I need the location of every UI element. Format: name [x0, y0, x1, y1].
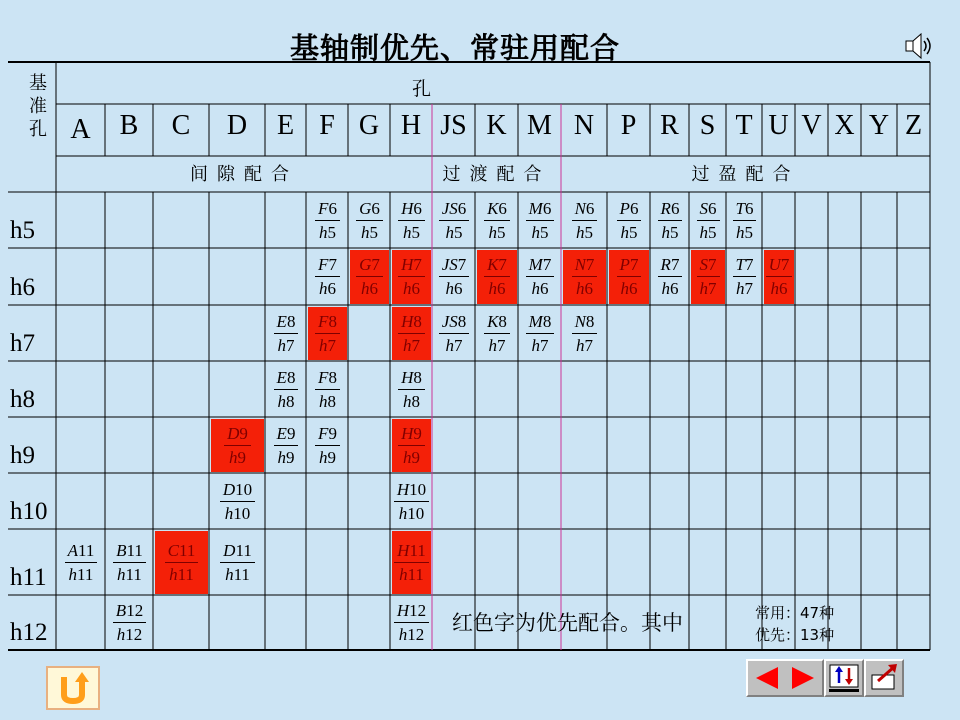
fit-fraction [439, 312, 470, 356]
fit-cell-p6-h5 [609, 194, 649, 247]
fit-hole-tolerance: G6 [356, 199, 383, 221]
fit-fraction [658, 199, 683, 243]
fit-fraction [439, 255, 470, 299]
fit-shaft-tolerance: h11 [169, 564, 194, 584]
fit-fraction [526, 312, 555, 356]
column-header: R [660, 110, 679, 141]
base-hole-label-text: 基 准 孔 [29, 73, 47, 140]
fit-shaft-tolerance: h7 [488, 335, 506, 355]
fit-shaft-tolerance: h9 [318, 447, 336, 467]
fit-fraction [394, 480, 429, 524]
row-label: h11 [10, 564, 47, 591]
fit-cell-js8-h7 [434, 307, 474, 360]
fit-cell-js6-h5 [434, 194, 474, 247]
column-header: M [527, 110, 552, 141]
fit-hole-tolerance: F7 [315, 255, 340, 277]
fit-shaft-tolerance: h6 [403, 279, 420, 298]
fit-fraction [315, 199, 340, 243]
fit-cell-k6-h5 [477, 194, 517, 247]
fit-shaft-tolerance: h5 [445, 222, 463, 242]
column-header: D [226, 110, 248, 141]
fit-fraction [394, 601, 429, 645]
fit-shaft-tolerance: h5 [361, 222, 378, 242]
column-header: G [358, 110, 380, 141]
page-nav-buttons [746, 659, 824, 697]
fit-cell-d9-h9 [211, 419, 264, 472]
fit-cell-b11-h11 [107, 531, 152, 594]
fit-cell-g6-h5 [350, 194, 389, 247]
fit-fraction [398, 255, 425, 299]
fit-hole-tolerance: T6 [733, 199, 757, 221]
next-arrow-icon[interactable] [792, 667, 814, 689]
fit-cell-t7-h7 [728, 250, 761, 304]
fit-fraction [658, 255, 683, 299]
fit-cell-m7-h6 [520, 250, 560, 304]
fit-hole-tolerance: D9 [224, 424, 251, 446]
fit-cell-f9-h9 [308, 419, 347, 472]
home-return-icon [48, 668, 98, 708]
fit-cell-h7-h6 [392, 250, 431, 304]
fit-hole-tolerance: H10 [394, 480, 429, 502]
fit-shaft-tolerance: h5 [576, 222, 593, 242]
row-label: h9 [10, 442, 35, 469]
fit-hole-tolerance: F8 [315, 312, 340, 334]
fit-shaft-tolerance: h7 [403, 335, 420, 355]
fit-hole-tolerance: E9 [274, 424, 299, 446]
fit-hole-tolerance: R7 [658, 255, 683, 277]
fit-hole-tolerance: H9 [398, 424, 425, 446]
fit-fraction [398, 368, 425, 412]
column-header: P [620, 110, 637, 141]
fit-fraction [572, 199, 598, 243]
fit-fraction [113, 541, 146, 585]
fit-hole-tolerance: S6 [697, 199, 720, 221]
row-label: h8 [10, 386, 35, 413]
fit-fraction [165, 541, 199, 585]
fit-shaft-tolerance: h5 [736, 222, 753, 242]
fit-shaft-tolerance: h9 [229, 447, 246, 467]
fit-fraction [356, 255, 383, 299]
exit-icon [866, 661, 902, 695]
group-header: 过渡配合 [442, 164, 551, 185]
fit-hole-tolerance: R6 [658, 199, 683, 221]
fit-cell-t6-h5 [728, 194, 761, 247]
fit-shaft-tolerance: h6 [318, 279, 336, 298]
fit-hole-tolerance: T7 [733, 255, 757, 277]
row-label: h7 [10, 330, 35, 357]
column-header: F [319, 110, 335, 141]
fit-hole-tolerance: N6 [572, 199, 598, 221]
fit-cell-s6-h5 [691, 194, 725, 247]
column-header: V [801, 110, 822, 141]
fit-shaft-tolerance: h6 [361, 279, 378, 298]
fit-cell-u7-h6 [764, 250, 794, 304]
fit-shaft-tolerance: h6 [661, 279, 679, 298]
fit-hole-tolerance: E8 [274, 312, 299, 334]
note-counts [755, 602, 885, 646]
fit-cell-k7-h6 [477, 250, 517, 304]
fit-shaft-tolerance: h10 [224, 503, 251, 523]
base-hole-label [14, 72, 62, 141]
column-header: B [119, 110, 139, 141]
fit-cell-js7-h6 [434, 250, 474, 304]
fit-shaft-tolerance: h7 [699, 279, 717, 298]
fit-shaft-tolerance: h5 [531, 222, 549, 242]
fit-hole-tolerance: JS7 [439, 255, 470, 277]
fit-fraction [398, 312, 425, 356]
fit-hole-tolerance: U7 [766, 255, 793, 277]
fit-fraction [274, 424, 299, 468]
fit-shaft-tolerance: h11 [68, 564, 94, 584]
fit-shaft-tolerance: h7 [531, 335, 549, 355]
fit-shaft-tolerance: h5 [699, 222, 717, 242]
exit-button[interactable] [864, 659, 904, 697]
fit-cell-h6-h5 [392, 194, 431, 247]
column-header: Y [868, 110, 890, 141]
fit-cell-d10-h10 [211, 475, 264, 528]
fit-fraction [733, 255, 757, 299]
fit-fraction [274, 368, 299, 412]
fit-fraction [484, 312, 510, 356]
fit-cell-e8-h7 [267, 307, 305, 360]
fit-cell-s7-h7 [691, 250, 725, 304]
fit-cell-k8-h7 [477, 307, 517, 360]
fit-hole-tolerance: H8 [398, 312, 425, 334]
fit-fraction [398, 424, 425, 468]
column-header: C [171, 110, 191, 141]
fit-shaft-tolerance: h11 [117, 564, 142, 584]
fit-cell-h10-h10 [392, 475, 431, 528]
fit-hole-tolerance: B12 [113, 601, 146, 623]
row-label: h6 [10, 274, 35, 301]
fit-cell-e8-h8 [267, 363, 305, 416]
fit-cell-d11-h11 [211, 531, 264, 594]
column-header: E [276, 110, 295, 141]
fit-hole-tolerance: H8 [398, 368, 425, 390]
column-header: U [768, 110, 789, 141]
home-return-button[interactable] [46, 666, 100, 710]
fit-shaft-tolerance: h8 [318, 391, 336, 411]
fit-cell-n6-h5 [563, 194, 606, 247]
fit-cell-m8-h7 [520, 307, 560, 360]
fit-shaft-tolerance: h5 [661, 222, 679, 242]
fit-hole-tolerance: F8 [315, 368, 340, 390]
column-header: T [735, 110, 753, 141]
fit-fraction [65, 541, 98, 585]
fit-hole-tolerance: JS8 [439, 312, 470, 334]
fit-cell-g7-h6 [350, 250, 389, 304]
sort-icon [826, 661, 862, 695]
fit-fraction [484, 199, 510, 243]
fit-fraction [113, 601, 146, 645]
fit-cell-h12-h12 [392, 597, 431, 649]
column-header: S [699, 110, 716, 141]
fit-hole-tolerance: H6 [398, 199, 425, 221]
fit-hole-tolerance: N7 [572, 255, 598, 277]
fit-fraction [572, 312, 598, 356]
fit-cell-c11-h11 [155, 531, 208, 594]
fit-shaft-tolerance: h6 [531, 279, 549, 298]
fit-hole-tolerance: H12 [394, 601, 429, 623]
fit-hole-tolerance: M8 [526, 312, 555, 334]
fit-fraction [315, 424, 340, 468]
fit-hole-tolerance: C11 [165, 541, 199, 563]
fit-fraction [315, 368, 340, 412]
fit-cell-f6-h5 [308, 194, 347, 247]
fit-hole-tolerance: E8 [274, 368, 299, 390]
fit-fraction [733, 199, 757, 243]
row-label: h12 [10, 619, 48, 646]
fit-hole-tolerance: K8 [484, 312, 510, 334]
fit-shaft-tolerance: h6 [770, 279, 788, 298]
fit-fraction [484, 255, 510, 299]
fit-fraction [220, 480, 255, 524]
fit-cell-p7-h6 [609, 250, 649, 304]
column-header: JS [440, 110, 467, 141]
fit-fraction [766, 255, 793, 299]
column-header: N [573, 110, 595, 141]
note-common-count: 常用：47种 [755, 604, 835, 622]
group-header: 间隙配合 [190, 164, 298, 185]
fit-shaft-tolerance: h8 [403, 391, 420, 411]
fit-hole-tolerance: H7 [398, 255, 425, 277]
fit-cell-r7-h6 [652, 250, 688, 304]
fit-hole-tolerance: G7 [356, 255, 383, 277]
fit-shaft-tolerance: h7 [277, 335, 295, 355]
fit-cell-h11-h11 [392, 531, 431, 594]
fit-hole-tolerance: F9 [315, 424, 340, 446]
fit-cell-h9-h9 [392, 419, 431, 472]
column-header: X [834, 110, 855, 141]
fit-fraction [220, 541, 255, 585]
fit-shaft-tolerance: h12 [116, 625, 143, 644]
note-preferred-count: 优先：13种 [755, 626, 835, 644]
fit-fraction [274, 312, 299, 356]
fit-fraction [356, 199, 383, 243]
fit-cell-r6-h5 [652, 194, 688, 247]
fit-hole-tolerance: D11 [220, 541, 255, 563]
fit-shaft-tolerance: h11 [399, 564, 424, 584]
prev-arrow-icon[interactable] [756, 667, 778, 689]
hole-label: 孔 [412, 78, 432, 100]
fit-fraction [572, 255, 598, 299]
fit-fraction [526, 255, 555, 299]
fit-shaft-tolerance: h5 [620, 222, 638, 242]
note-text: 红色字为优先配合。其中 [452, 611, 683, 635]
fit-shaft-tolerance: h5 [318, 222, 336, 242]
fit-shaft-tolerance: h5 [403, 222, 420, 242]
page-title: 基轴制优先、常驻用配合 [290, 31, 621, 65]
fit-hole-tolerance: M7 [526, 255, 555, 277]
fit-hole-tolerance: B11 [113, 541, 146, 563]
fit-cell-f7-h6 [308, 250, 347, 304]
fit-hole-tolerance: D10 [220, 480, 255, 502]
fit-shaft-tolerance: h8 [277, 391, 295, 411]
fit-cell-b12-h12 [107, 597, 152, 649]
row-label: h10 [10, 498, 48, 525]
group-header: 过盈配合 [691, 164, 800, 185]
fit-hole-tolerance: JS6 [439, 199, 470, 221]
fit-fraction [617, 199, 642, 243]
fit-shaft-tolerance: h11 [225, 564, 250, 584]
fit-hole-tolerance: N8 [572, 312, 598, 334]
fit-fraction [697, 255, 720, 299]
fit-shaft-tolerance: h7 [736, 279, 753, 298]
fit-fraction [526, 199, 555, 243]
fit-shaft-tolerance: h12 [398, 625, 425, 644]
fit-cell-f8-h7 [308, 307, 347, 360]
fit-fraction [394, 541, 429, 585]
fit-shaft-tolerance: h5 [488, 222, 506, 242]
fit-fraction [315, 312, 340, 356]
fit-fraction [224, 424, 251, 468]
fit-cell-n7-h6 [563, 250, 606, 304]
fit-cell-h8-h7 [392, 307, 431, 360]
fit-hole-tolerance: K7 [484, 255, 510, 277]
fit-hole-tolerance: M6 [526, 199, 555, 221]
fit-shaft-tolerance: h7 [318, 335, 336, 355]
fit-shaft-tolerance: h6 [576, 279, 593, 298]
fit-cell-m6-h5 [520, 194, 560, 247]
fit-cell-f8-h8 [308, 363, 347, 416]
fit-shaft-tolerance: h6 [488, 279, 506, 298]
fit-hole-tolerance: K6 [484, 199, 510, 221]
fit-shaft-tolerance: h6 [445, 279, 463, 298]
fit-shaft-tolerance: h9 [277, 447, 295, 467]
fit-shaft-tolerance: h6 [620, 279, 638, 298]
fit-hole-tolerance: F6 [315, 199, 340, 221]
fit-hole-tolerance: A11 [65, 541, 98, 563]
fit-shaft-tolerance: h9 [403, 447, 420, 467]
column-header: H [400, 110, 422, 141]
fit-fraction [315, 255, 340, 299]
fit-hole-tolerance: H11 [394, 541, 429, 563]
fit-hole-tolerance: S7 [697, 255, 720, 277]
fit-fraction [439, 199, 470, 243]
row-label: h5 [10, 217, 35, 244]
fit-fraction [617, 255, 642, 299]
fit-shaft-tolerance: h7 [445, 335, 463, 355]
fit-shaft-tolerance: h7 [576, 335, 593, 355]
fit-hole-tolerance: P7 [617, 255, 642, 277]
fit-fraction [697, 199, 720, 243]
sort-button[interactable] [824, 659, 864, 697]
page-nav-arrows [748, 661, 822, 695]
column-header: A [70, 114, 91, 145]
fit-cell-h8-h8 [392, 363, 431, 416]
fit-shaft-tolerance: h10 [398, 503, 425, 523]
column-header: Z [904, 110, 923, 141]
fit-cell-e9-h9 [267, 419, 305, 472]
fit-cell-a11-h11 [58, 531, 104, 594]
fit-hole-tolerance: P6 [617, 199, 642, 221]
fit-cell-n8-h7 [563, 307, 606, 360]
column-header: K [486, 110, 507, 141]
fit-fraction [398, 199, 425, 243]
